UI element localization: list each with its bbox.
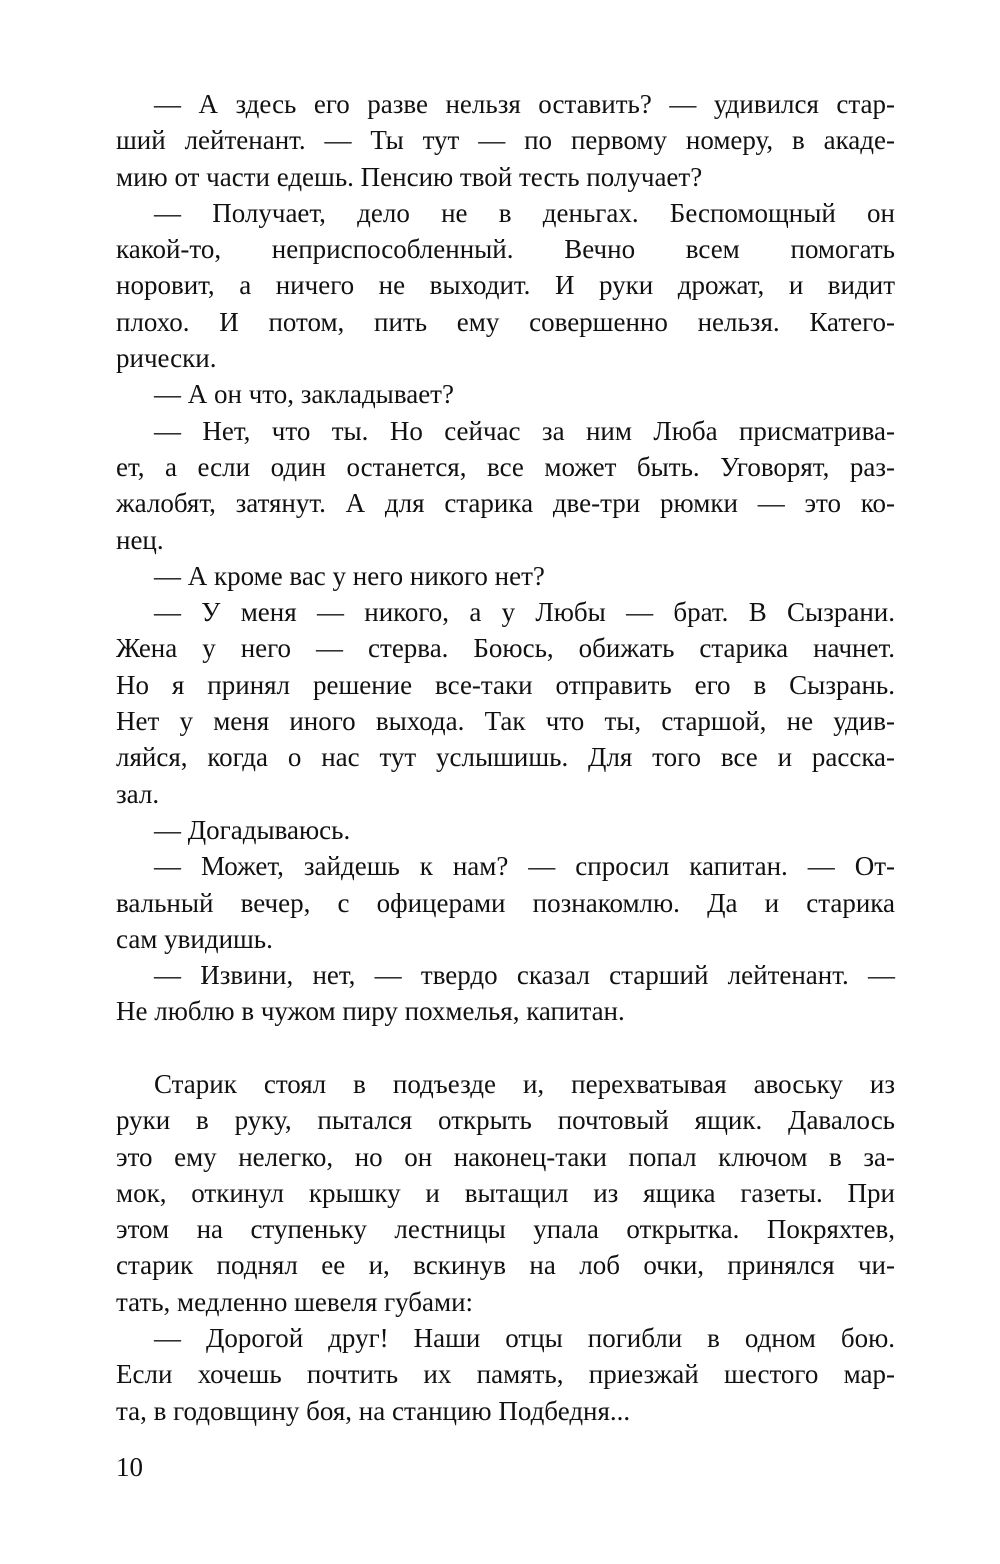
text-line: зал. xyxy=(116,778,160,809)
text-line: норовит, а ничего не выходит. И руки дрожат, и видит xyxy=(116,270,895,301)
text-line: — Нет, что ты. Но сейчас за ним Люба присматрива- xyxy=(154,415,895,446)
text-line: нец. xyxy=(116,524,164,555)
text-line: какой-то, неприспособленный. Вечно всем помогать xyxy=(116,234,895,265)
page-number: 10 xyxy=(116,1452,143,1482)
text-line: Не люблю в чужом пиру похмелья, капитан. xyxy=(116,996,625,1027)
text-line: вальный вечер, с офицерами познакомлю. Да и старика xyxy=(116,887,895,918)
text-line: — Извини, нет, — твердо сказал старший лейтенант. — xyxy=(154,960,895,991)
text-line: — Догадываюсь. xyxy=(154,814,351,845)
text-line: это ему нелегко, но он наконец-таки попал ключом в за- xyxy=(116,1141,895,1172)
text-line: тать, медленно шевеля губами: xyxy=(116,1286,474,1317)
text-line: рически. xyxy=(116,343,217,374)
text-line: — У меня — никого, а у Любы — брат. В Сызрани. xyxy=(154,597,895,628)
text-line: Если хочешь почтить их память, приезжай шестого мар- xyxy=(116,1359,895,1390)
text-line: — Дорогой друг! Наши отцы погибли в одном бою. xyxy=(154,1323,895,1354)
dialogue-section xyxy=(116,86,895,1030)
text-line: Нет у меня иного выхода. Так что ты, старшой, не удив- xyxy=(116,706,895,737)
text-line: — Может, зайдешь к нам? — спросил капитан. — От- xyxy=(154,851,895,882)
text-line: жалобят, затянут. А для старика две-три рюмки — это ко- xyxy=(116,488,895,519)
text-line: — А здесь его разве нельзя оставить? — удивился стар- xyxy=(154,89,895,119)
text-line: руки в руку, пытался открыть почтовый ящик. Давалось xyxy=(116,1105,895,1136)
text-line: ляйся, когда о нас тут услышишь. Для того все и расска- xyxy=(116,742,895,773)
text-line: мию от части едешь. Пенсию твой тесть получает? xyxy=(116,161,703,192)
text-line: сам увидишь. xyxy=(116,923,273,954)
text-line: ший лейтенант. — Ты тут — по первому номеру, в акаде- xyxy=(116,125,895,156)
text-line: — А кроме вас у него никого нет? xyxy=(154,560,545,591)
text-line: Жена у него — стерва. Боюсь, обижать старика начнет. xyxy=(116,633,895,664)
text-line: — Получает, дело не в деньгах. Беспомощный он xyxy=(154,197,895,228)
text-line: плохо. И потом, пить ему совершенно нельзя. Катего- xyxy=(116,306,895,337)
text-line: Но я принял решение все-таки отправить его в Сызрань. xyxy=(116,669,895,700)
text-line: ет, а если один останется, все может быть. Уговорят, раз- xyxy=(116,451,895,482)
text-line: та, в годовщину боя, на станцию Подбедня... xyxy=(116,1395,631,1426)
text-line: старик поднял ее и, вскинув на лоб очки, принялся чи- xyxy=(116,1250,895,1281)
narrative-section xyxy=(116,1066,895,1429)
text-line: Старик стоял в подъезде и, перехватывая авоську из xyxy=(154,1069,895,1099)
text-line: — А он что, закладывает? xyxy=(154,379,454,410)
text-line: этом на ступеньку лестницы упала открытка. Покряхтев, xyxy=(116,1214,895,1245)
text-line: мок, откинул крышку и вытащил из ящика газеты. При xyxy=(116,1177,895,1208)
